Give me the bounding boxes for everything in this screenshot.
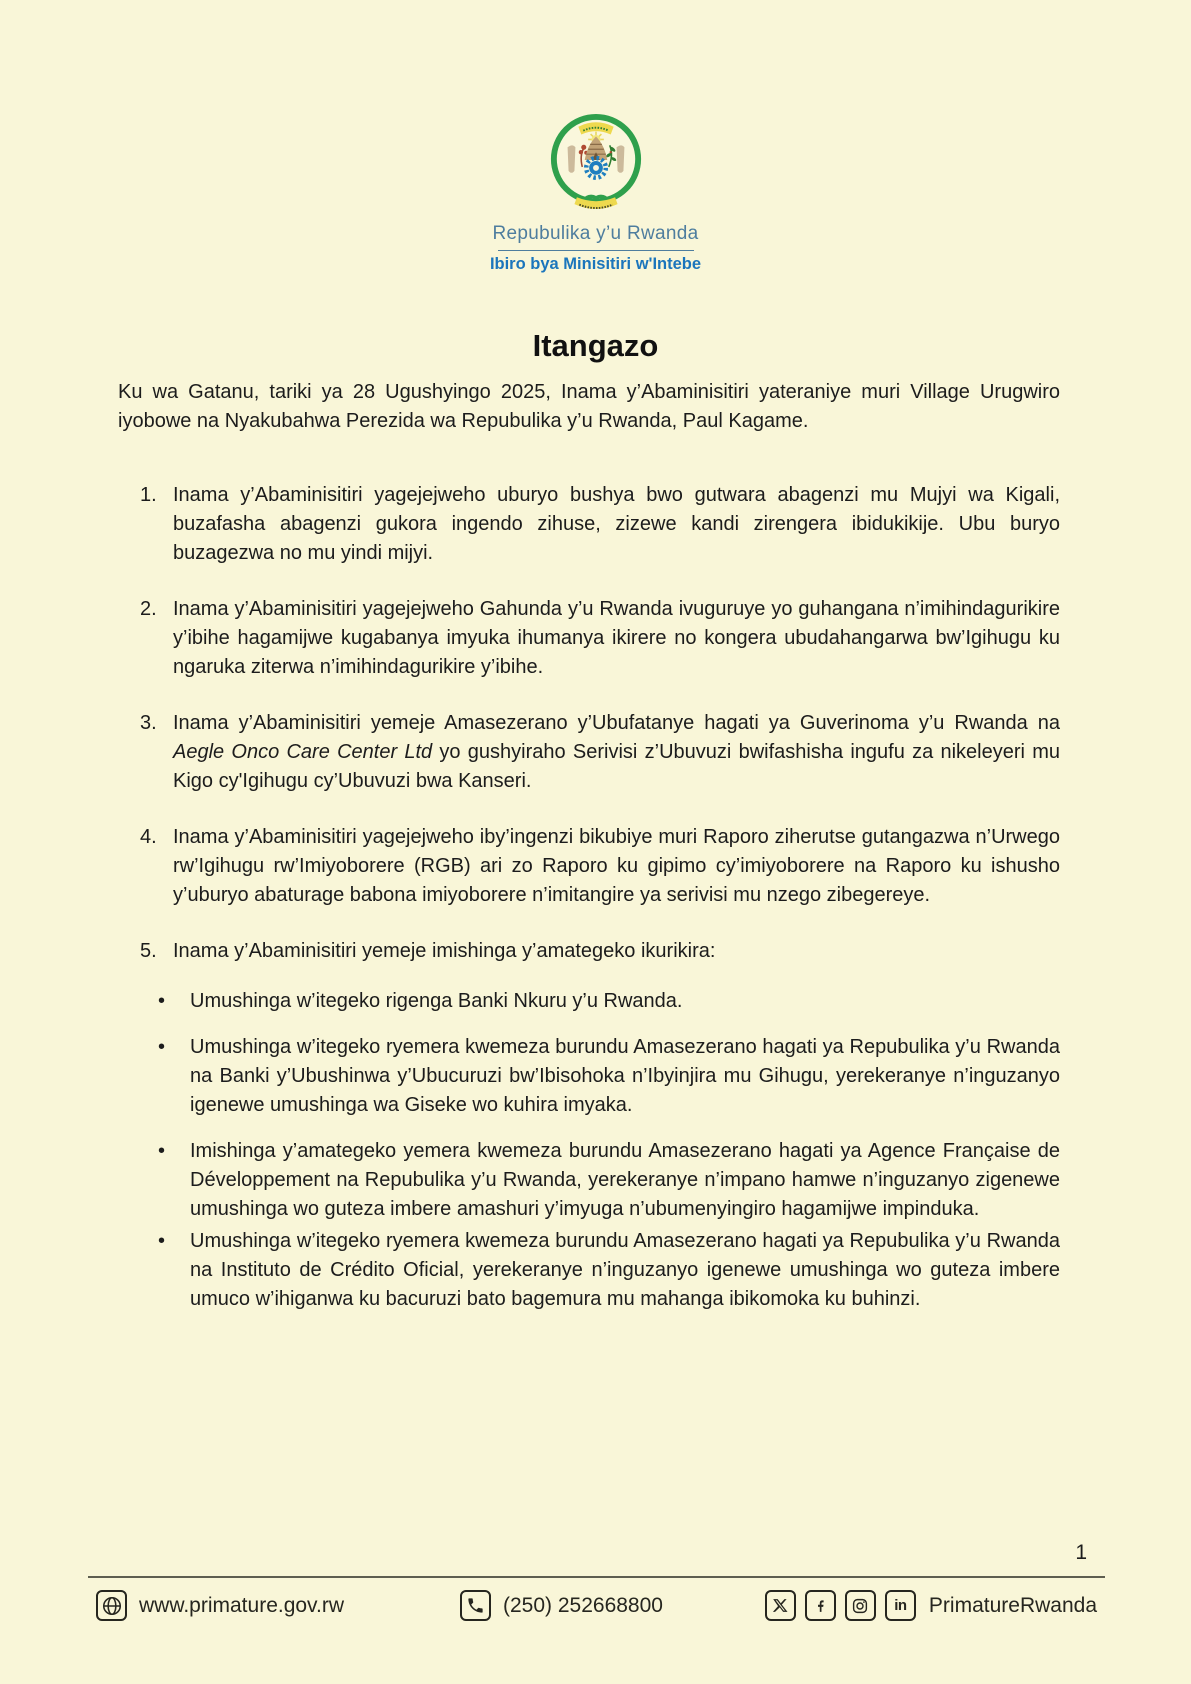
item-text-post: yo gushyiraho Serivisi z’Ubuvuzi bwifashisha ingufu za nikeleyeri mu Kigo cy'Igihugu cy’Ubuvuzi bwa Kanseri. xyxy=(173,741,1060,792)
item-number: 2. xyxy=(140,598,157,620)
bullet-item xyxy=(158,1227,1060,1314)
bullet-item xyxy=(158,987,1060,1016)
letterhead xyxy=(0,0,1191,274)
rwanda-coat-of-arms-icon xyxy=(547,110,645,214)
bullet-marker: • xyxy=(158,1140,166,1162)
bullet-list xyxy=(118,987,1060,1314)
item-text-pre: Inama y’Abaminisitiri yemeje Amasezerano y’Ubufatanye hagati ya Guverinoma y’u Rwanda na xyxy=(173,712,1060,734)
bullet-item xyxy=(158,1033,1060,1120)
bullet-text: Umushinga w’itegeko ryemera kwemeza burundu Amasezerano hagati ya Repubulika y’u Rwanda na Instituto de Crédito Oficial, yerekeranye n’inguzanyo igenewe umushinga wo guteza imbere umuco w’ihiganwa ku bacuruzi bato bagemura mu mahanga ibikomoka ku buhinzi. xyxy=(190,1230,1060,1310)
website-url[interactable]: www.primature.gov.rw xyxy=(139,1593,344,1617)
list-item xyxy=(140,823,1060,910)
list-item xyxy=(140,937,1060,966)
bullet-text: Umushinga w’itegeko rigenga Banki Nkuru y’u Rwanda. xyxy=(190,990,683,1012)
numbered-list xyxy=(118,481,1060,966)
item-text: Inama y’Abaminisitiri yagejejweho iby’ingenzi bikubiye muri Raporo ziherutse gutangazwa n’Urwego rw’Igihugu rw’Imiyoborere (RGB) ari zo Raporo ku gipimo cy’imiyoborere na Raporo ku ishusho y’uburyo abaturage babona imiyoborere n’imitangire ya serivisi mu nzego zibegereye. xyxy=(173,826,1060,906)
item-text: Inama y’Abaminisitiri yagejejweho uburyo bushya bwo gutwara abagenzi mu Mujyi wa Kigali, buzafasha abagenzi gukora ingendo zihuse, zizewe kandi zirengera ibidukikije. Ubu buryo buzagezwa no mu yindi mijyi. xyxy=(173,484,1060,564)
item-text: Inama y’Abaminisitiri yemeje imishinga y’amategeko ikurikira: xyxy=(173,940,716,962)
phone-icon xyxy=(460,1590,491,1621)
footer-divider xyxy=(88,1576,1105,1578)
bullet-marker: • xyxy=(158,1036,166,1058)
company-name-italic: Aegle Onco Care Center Ltd xyxy=(173,741,433,763)
item-text: Inama y’Abaminisitiri yagejejweho Gahunda y’u Rwanda ivuguruye yo guhangana n’imihindagurikire y’ibihe hagamijwe kugabanya imyuka ihumanya ikirere no kongera ubudahangarwa bw’Igihugu ku ngaruka ziterwa n’imihindagurikire y’ibihe. xyxy=(173,598,1060,678)
facebook-icon[interactable] xyxy=(805,1590,836,1621)
intro-paragraph: Ku wa Gatanu, tariki ya 28 Ugushyingo 2025, Inama y’Abaminisitiri yateraniye muri Village Urugwiro iyobowe na Nyakubahwa Perezida wa Repubulika y’u Rwanda, Paul Kagame. xyxy=(118,381,1060,432)
social-handle: PrimatureRwanda xyxy=(928,1593,1097,1617)
list-item xyxy=(140,481,1060,568)
bullet-marker: • xyxy=(158,990,166,1012)
page-number: 1 xyxy=(1075,1541,1087,1564)
bullet-item xyxy=(158,1137,1060,1224)
bullet-text: Umushinga w’itegeko ryemera kwemeza burundu Amasezerano hagati ya Repubulika y’u Rwanda na Banki y’Ubushinwa y’Ubucuruzi bw’Ibisohoka n’Ibyinjira mu Gihugu, yerekeranye n’inguzanyo igenewe umushinga wa Giseke wo kuhira imyaka. xyxy=(190,1036,1060,1116)
item-number: 4. xyxy=(140,826,157,848)
phone-number: (250) 252668800 xyxy=(503,1593,663,1617)
x-twitter-icon[interactable] xyxy=(765,1590,796,1621)
bullet-text: Imishinga y’amategeko yemera kwemeza burundu Amasezerano hagati ya Agence Française de Développement na Repubulika y’u Rwanda, yerekeranye n’impano hamwe n’inguzanyo zigenewe umushinga wo guteza imbere amashuri y’imyuga n’ubumenyingiro hagamijwe impinduka. xyxy=(190,1140,1060,1220)
instagram-icon[interactable] xyxy=(845,1590,876,1621)
item-text xyxy=(173,709,1060,796)
bullet-marker: • xyxy=(158,1230,166,1252)
footer-phone[interactable] xyxy=(460,1590,663,1621)
republic-name: Repubulika y’u Rwanda xyxy=(492,223,699,244)
item-number: 3. xyxy=(140,712,157,734)
list-item xyxy=(140,595,1060,682)
page-title: Itangazo xyxy=(532,328,659,363)
footer-social xyxy=(765,1590,1097,1621)
footer xyxy=(96,1590,1097,1630)
item-number: 1. xyxy=(140,484,157,506)
item-number: 5. xyxy=(140,940,157,962)
linkedin-icon[interactable]: in xyxy=(885,1590,916,1621)
office-name: Ibiro bya Minisitiri w'Intebe xyxy=(489,255,702,273)
globe-icon xyxy=(96,1590,127,1621)
footer-website[interactable] xyxy=(96,1590,344,1621)
document-body xyxy=(118,378,1060,1314)
list-item xyxy=(140,709,1060,796)
letterhead-divider xyxy=(498,250,694,251)
